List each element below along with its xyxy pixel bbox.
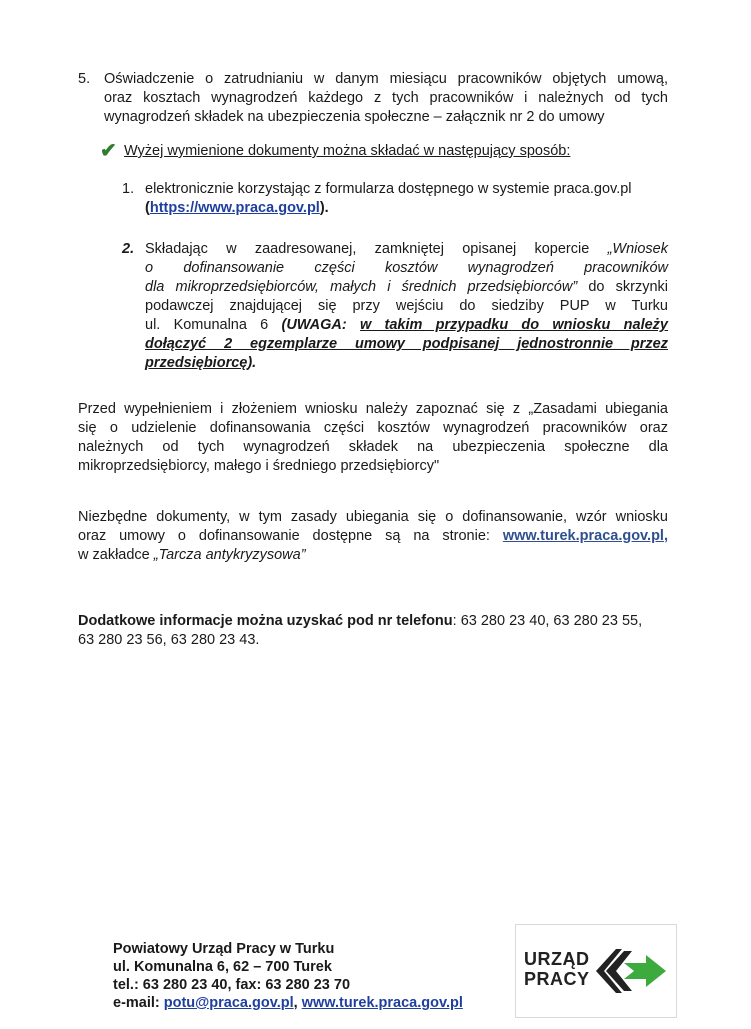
website-link[interactable]: www.turek.praca.gov.pl: [301, 995, 463, 1011]
submission-heading: [100, 141, 660, 163]
urzad-pracy-arrow-logo-icon: [592, 945, 670, 997]
praca-gov-link[interactable]: https://www.praca.gov.pl: [149, 200, 320, 216]
item5-line-2: oraz kosztach wynagrodzeń każdego z tych pracowników i należnych od tych: [104, 90, 668, 106]
item5-line-1: Oświadczenie o zatrudnianiu w danym miesiącu pracowników objętych umową,: [104, 71, 668, 87]
office-name: Powiatowy Urząd Pracy w Turku: [113, 941, 335, 957]
office-address: ul. Komunalna 6, 62 – 700 Turek: [113, 959, 332, 975]
turek-praca-link[interactable]: www.turek.praca.gov.pl: [502, 528, 664, 544]
email-link[interactable]: potu@praca.gov.pl: [163, 995, 294, 1011]
logo-text-line-1: URZĄD: [524, 949, 590, 969]
documents-paragraph: Niezbędne dokumenty, w tym zasady ubiegania się o dofinansowanie, wzór wniosku oraz umowy o dofinansowanie dostępne są na stronie: www.turek.praca.gov.pl, w zakładce „Tarcza antykryzysowa”: [78, 509, 668, 563]
footer-address: Powiatowy Urząd Pracy w Turku ul. Komunalna 6, 62 – 700 Turek tel.: 63 280 23 40, fax: 63 280 23 70 e-mail: potu@praca.gov.pl, www.turek.praca.gov.pl: [113, 940, 513, 1012]
rules-paragraph: Przed wypełnieniem i złożeniem wniosku należy zapoznać się z „Zasadami ubiegania się o udzielenie dofinansowania części kosztów wynagrodzeń pracowników oraz należnych od tych wynagrodzeń składek na ubezpieczenia społeczne dla mikroprzedsiębiorcy, małego i średniego przedsiębiorcy": [78, 401, 668, 474]
contact-paragraph: Dodatkowe informacje można uzyskać pod nr telefonu: 63 280 23 40, 63 280 23 55, 63 280 23 56, 63 280 23 43.: [78, 613, 643, 648]
checkmark-icon: ✔: [100, 140, 117, 162]
item5-line-3: wynagrodzeń składek na ubezpieczenia społeczne – załącznik nr 2 do umowy: [104, 109, 605, 125]
logo-text-line-2: PRACY: [524, 969, 590, 989]
electronic-line-1: elektronicznie korzystając z formularza dostępnego w systemie praca.gov.pl: [145, 181, 632, 197]
list-number: 2.: [122, 241, 135, 257]
urzad-pracy-logo: [515, 924, 677, 1018]
submission-heading-text: Wyżej wymienione dokumenty można składać w następujący sposób:: [124, 143, 571, 159]
list-number: 1.: [122, 181, 135, 197]
list-number: 5.: [78, 71, 91, 87]
office-phone: tel.: 63 280 23 40, fax: 63 280 23 70: [113, 977, 351, 993]
